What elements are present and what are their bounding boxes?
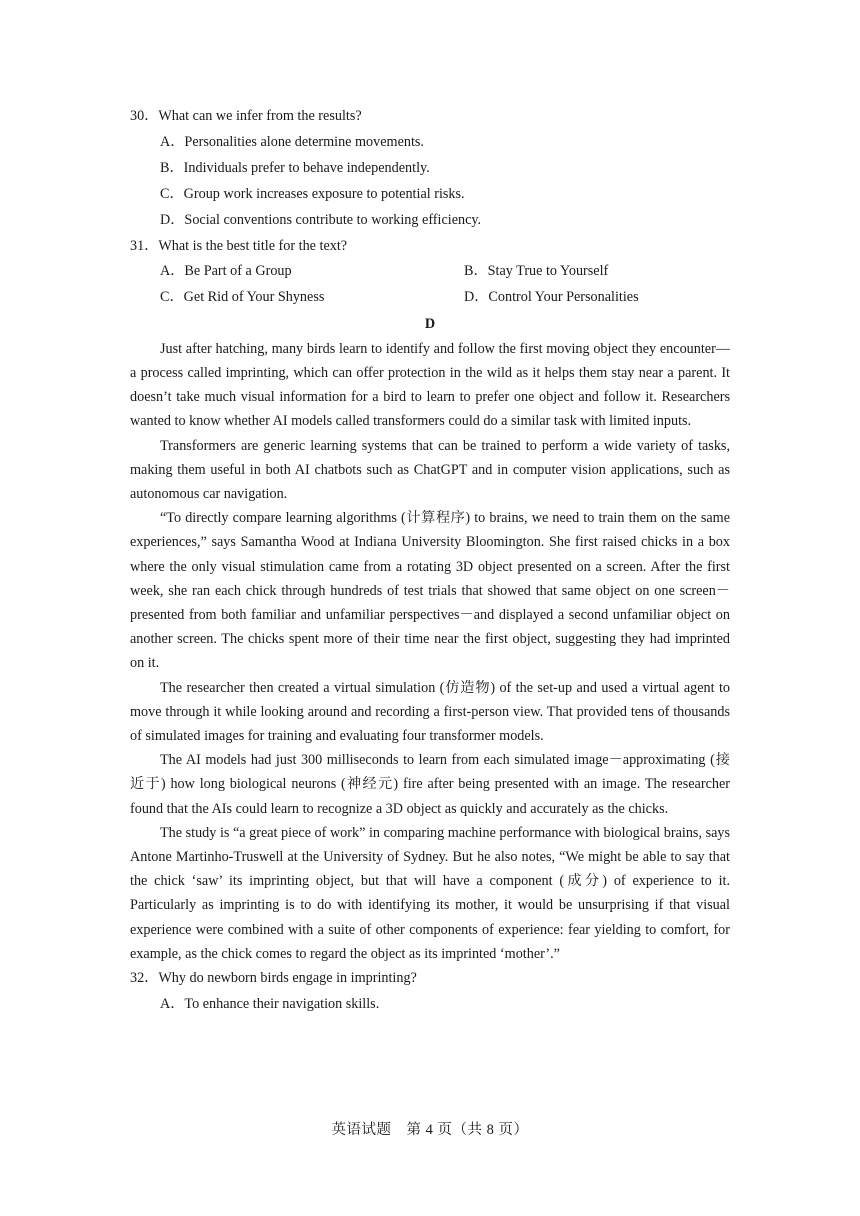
passage-paragraph-3: “To directly compare learning algorithms (计算程序) to brains, we need to train them on the same experiences,” says Samantha Wood at Indiana University Bloomington. She first raised chicks in a box where the only visual stimulation came from a rotating 3D object presented on a screen. After the first week, she ran each chick through hundreds of test trials that showed that same object on one screen－presented from both familiar and unfamiliar perspectives－and displayed a second unfamiliar object on another screen. The chicks spent more of their time near the first object, suggesting they had imprinted on it.	[130, 510, 730, 672]
passage-paragraph-1: Just after hatching, many birds learn to identify and follow the first moving object they encounter—a process called imprinting, which can offer protection in the wild as it helps them stay near a parent. It doesn’t take much visual information for a bird to learn to prefer one object and follow it. Researchers wanted to know whether AI models called transformers could do a similar task with limited inputs.	[130, 340, 730, 430]
passage-paragraph-5: The AI models had just 300 milliseconds to learn from each simulated image－approximating (接近于) how long biological neurons (神经元) fire after being presented with an image. The researcher found that the AIs could learn to recognize a 3D object as quickly and accurately as the chicks.	[130, 752, 730, 817]
question-30-option-a: A．Personalities alone determine movements.	[160, 133, 424, 150]
question-30-stem: 30．What can we infer from the results?	[130, 108, 362, 124]
passage-paragraph-2: Transformers are generic learning systems that can be trained to perform a wide variety of tasks, making them useful in both AI chatbots such as ChatGPT and in computer vision applications, such as autonomous car navigation.	[130, 437, 730, 502]
page-footer: 英语试题 第 4 页（共 8 页）	[331, 1122, 529, 1138]
section-title: D	[424, 315, 436, 332]
passage-paragraph-6: The study is “a great piece of work” in comparing machine performance with biological brains, says Antone Martinho-Truswell at the University of Sydney. But he also notes, “We might be able to say that the chick ‘saw’ its imprinting object, but that will have a component (成分) of experience to it. Particularly as imprinting is to do with identifying its mother, it would be unsurprising if that visual experience were combined with a suite of other components of experience: fear yielding to comfort, for example, as the chick comes to regard the object as its imprinted ‘mother’.”	[130, 824, 730, 962]
question-32-option-a: A．To enhance their navigation skills.	[160, 995, 380, 1012]
question-31-options-row-2	[130, 284, 730, 310]
exam-page	[130, 104, 730, 1017]
question-30-option-c: C．Group work increases exposure to potential risks.	[160, 186, 465, 203]
question-30-option-d: D．Social conventions contribute to working efficiency.	[160, 212, 482, 229]
question-31-option-b: B．Stay True to Yourself	[464, 263, 609, 280]
question-30-option-b: B．Individuals prefer to behave independently.	[160, 159, 430, 176]
question-32-stem: 32．Why do newborn birds engage in imprinting?	[130, 970, 417, 987]
question-31-stem: 31．What is the best title for the text?	[130, 237, 348, 254]
question-31-option-a: A．Be Part of a Group	[160, 263, 292, 280]
question-31-option-d: D．Control Your Personalities	[464, 289, 639, 306]
question-31-options-row-1	[130, 258, 730, 284]
question-31-option-c: C．Get Rid of Your Shyness	[160, 289, 325, 306]
passage-paragraph-4: The researcher then created a virtual simulation (仿造物) of the set-up and used a virtual agent to move through it while looking around and recording a first-person view. That provided tens of thousands of simulated images for training and evaluating four transformer models.	[130, 679, 730, 745]
